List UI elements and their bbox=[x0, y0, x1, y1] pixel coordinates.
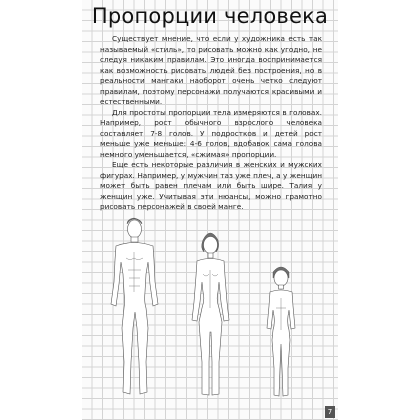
page-title: Пропорции человека bbox=[91, 4, 329, 28]
body-text bbox=[100, 34, 322, 213]
adult-man-figure bbox=[111, 218, 158, 394]
paragraph-gender-differences: Еще есть некоторые различия в женских и мужских фигурах. Например, у мужчин таз уже плеч, а у женщин может быть равен плечам или быть шире. Талия у женщин уже. Учитывая эти нюансы, можно грамотно рисовать персонажей в своей манге. bbox=[100, 160, 322, 211]
teen-figure bbox=[267, 267, 295, 396]
page-number: 7 bbox=[325, 406, 335, 418]
paragraph-style-opinion: Существует мнение, что если у художника есть так называемый «стиль», то рисовать можно как угодно, не следуя никаким правилам. Это иногда воспринимается как возможность рисовать людей без построения, но в реальности мангаки наоборот очень четко следуют правилам, поэтому персонажи получаются красивыми и естественными. bbox=[100, 34, 322, 106]
adult-woman-figure bbox=[192, 233, 229, 395]
paragraph-head-units: Для простоты пропорции тела измеряются в головах. Например, рост обычного взрослого человека составляет 7-8 голов. У подростков и детей рост меньше уже меньше: 4-6 голов, вдобавок сама голова немного уменьшается, «сжимая» пропорции. bbox=[100, 107, 322, 159]
proportions-illustration bbox=[82, 212, 338, 412]
book-page bbox=[82, 0, 338, 420]
